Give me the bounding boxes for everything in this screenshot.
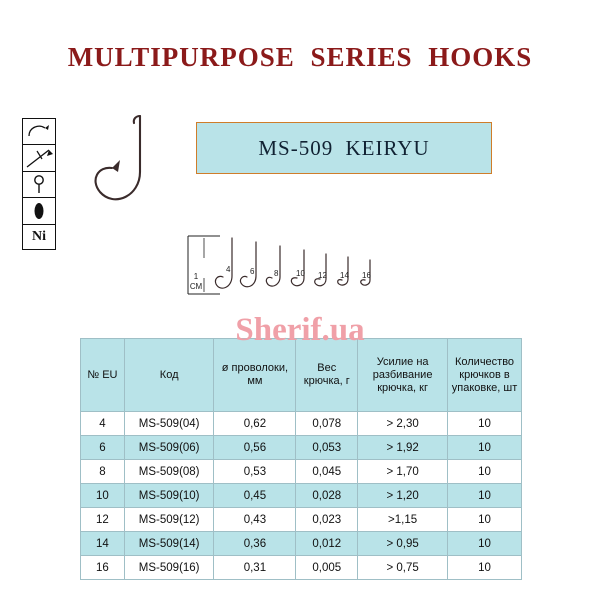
cell-weight: 0,023: [296, 508, 358, 532]
cell-weight: 0,012: [296, 532, 358, 556]
table-header-row: [81, 339, 522, 412]
column-header-eu: № EU: [81, 339, 125, 412]
cell-quantity: 10: [448, 556, 522, 580]
cell-eu: 14: [81, 532, 125, 556]
cell-weight: 0,045: [296, 460, 358, 484]
cell-quantity: 10: [448, 508, 522, 532]
cell-breaking-force: >1,15: [358, 508, 448, 532]
svg-text:10: 10: [296, 269, 305, 278]
table-row: [81, 412, 522, 436]
table-row: [81, 436, 522, 460]
cell-code: MS-509(16): [124, 556, 214, 580]
cell-quantity: 10: [448, 532, 522, 556]
cell-breaking-force: > 0,95: [358, 532, 448, 556]
cell-eu: 12: [81, 508, 125, 532]
scale-unit: СМ: [189, 282, 203, 291]
column-header-weight: Вес крючка, г: [296, 339, 358, 412]
nickel-coating-icon: [22, 224, 56, 250]
scale-label: [186, 272, 206, 292]
cell-wire-diameter: 0,36: [214, 532, 296, 556]
cell-weight: 0,028: [296, 484, 358, 508]
cell-eu: 4: [81, 412, 125, 436]
cell-weight: 0,078: [296, 412, 358, 436]
cell-breaking-force: > 1,92: [358, 436, 448, 460]
column-header-code: Код: [124, 339, 214, 412]
svg-text:14: 14: [340, 271, 349, 280]
cell-code: MS-509(12): [124, 508, 214, 532]
svg-text:6: 6: [250, 267, 255, 276]
hook-eye-icon: [22, 171, 56, 199]
scale-value: 1: [193, 272, 199, 281]
cell-eu: 10: [81, 484, 125, 508]
svg-text:4: 4: [226, 265, 231, 274]
specifications-table: [80, 338, 522, 580]
model-name: MS-509 KEIRYU: [258, 135, 430, 160]
hook-illustration: [62, 110, 172, 235]
table-row: [81, 484, 522, 508]
cell-quantity: 10: [448, 484, 522, 508]
svg-text:12: 12: [318, 271, 327, 280]
cell-wire-diameter: 0,56: [214, 436, 296, 460]
cell-code: MS-509(04): [124, 412, 214, 436]
cell-wire-diameter: 0,31: [214, 556, 296, 580]
model-banner: [196, 122, 492, 174]
table-row: [81, 556, 522, 580]
nickel-label: Ni: [32, 228, 46, 244]
column-header-wire-diameter: ø проволоки, мм: [214, 339, 296, 412]
cell-breaking-force: > 1,20: [358, 484, 448, 508]
column-header-breaking-force: Усилие на разбивание крючка, кг: [358, 339, 448, 412]
cell-weight: 0,005: [296, 556, 358, 580]
hook-bend-icon: [22, 118, 56, 146]
table-row: [81, 532, 522, 556]
svg-text:8: 8: [274, 269, 279, 278]
cell-code: MS-509(06): [124, 436, 214, 460]
feature-icon-column: [22, 118, 58, 248]
cell-code: MS-509(14): [124, 532, 214, 556]
table-row: [81, 508, 522, 532]
cell-wire-diameter: 0,43: [214, 508, 296, 532]
hook-shank-icon: [22, 197, 56, 225]
svg-text:16: 16: [362, 271, 371, 280]
table-row: [81, 460, 522, 484]
cell-eu: 6: [81, 436, 125, 460]
cell-quantity: 10: [448, 460, 522, 484]
cell-quantity: 10: [448, 436, 522, 460]
cell-eu: 16: [81, 556, 125, 580]
cell-eu: 8: [81, 460, 125, 484]
cell-breaking-force: > 0,75: [358, 556, 448, 580]
cell-breaking-force: > 2,30: [358, 412, 448, 436]
cell-wire-diameter: 0,53: [214, 460, 296, 484]
cell-wire-diameter: 0,45: [214, 484, 296, 508]
cell-weight: 0,053: [296, 436, 358, 460]
hook-point-icon: [22, 144, 56, 172]
cell-breaking-force: > 1,70: [358, 460, 448, 484]
cell-wire-diameter: 0,62: [214, 412, 296, 436]
size-comparison-drawing: [180, 232, 440, 312]
watermark: Sherif.ua: [235, 312, 365, 348]
cell-quantity: 10: [448, 412, 522, 436]
cell-code: MS-509(08): [124, 460, 214, 484]
page-title: MULTIPURPOSE SERIES HOOKS: [67, 42, 533, 72]
cell-code: MS-509(10): [124, 484, 214, 508]
column-header-quantity: Количество крючков в упаковке, шт: [448, 339, 522, 412]
